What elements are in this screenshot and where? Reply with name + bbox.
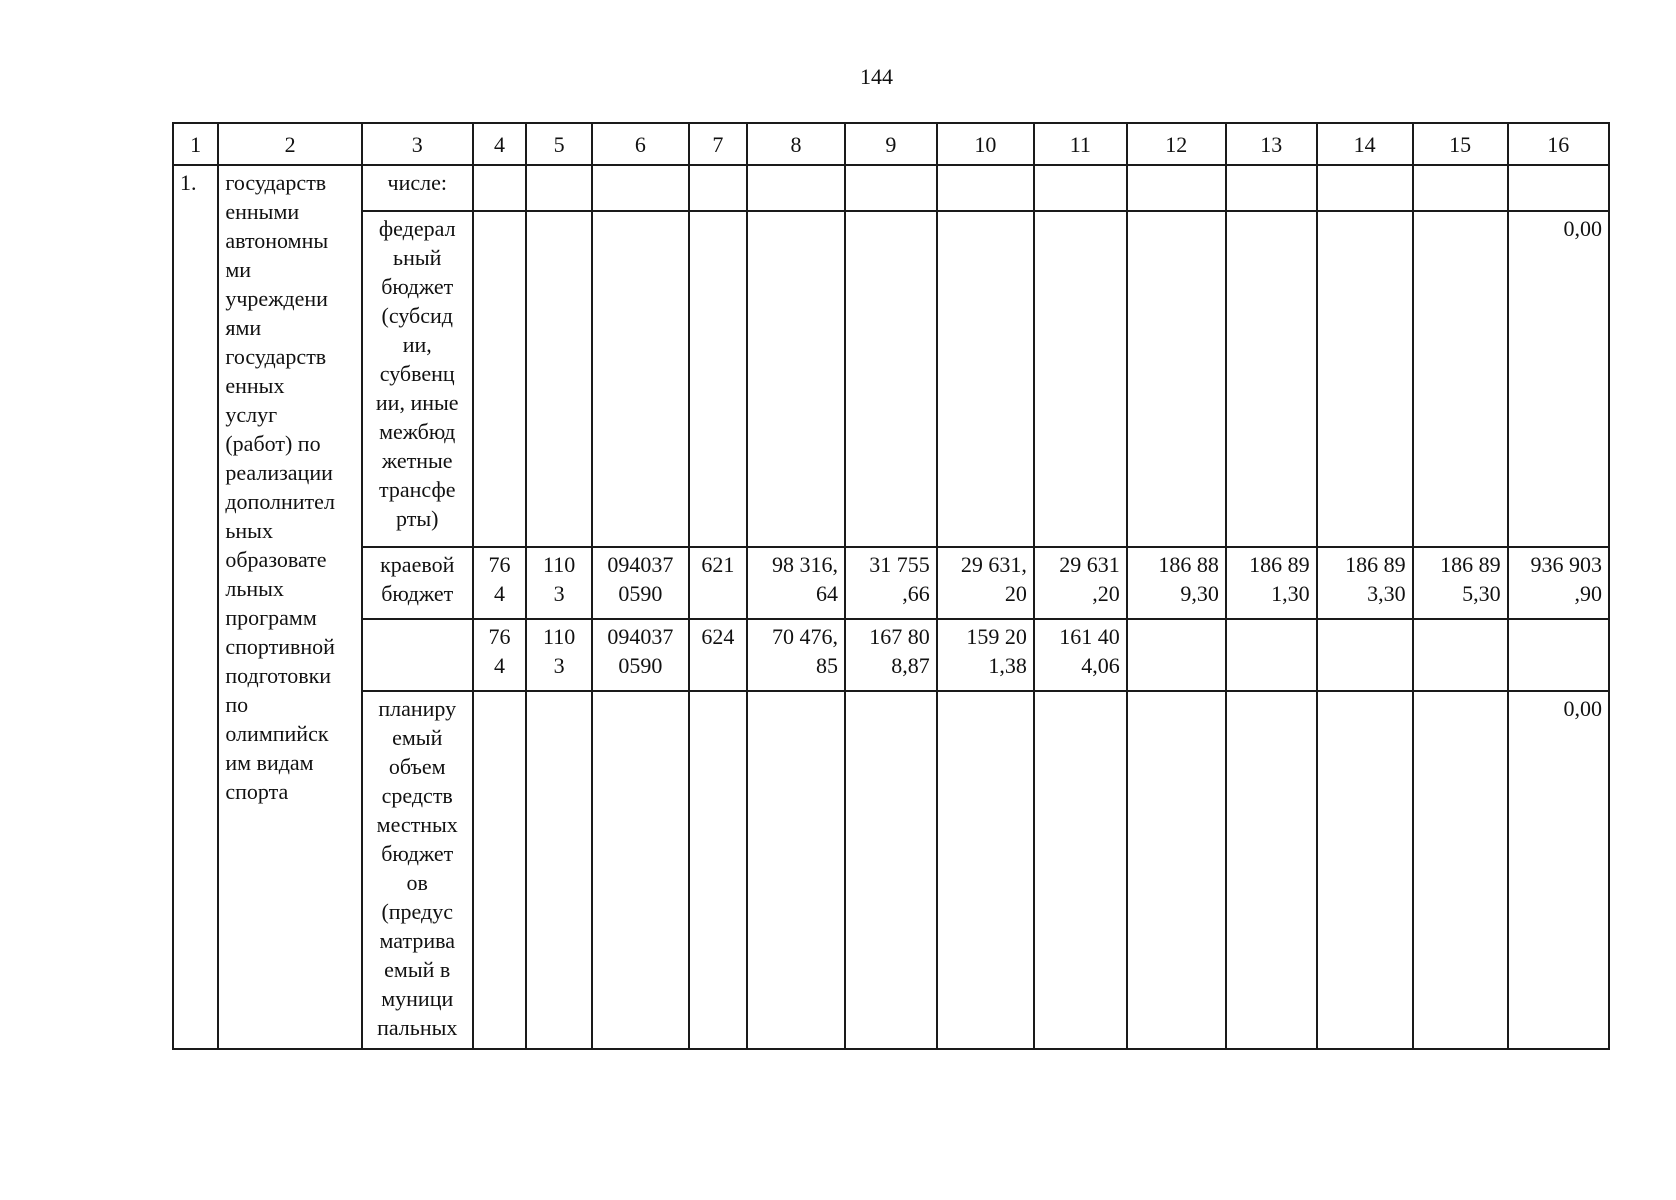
- table-cell: [592, 691, 689, 1049]
- table-cell: [1127, 211, 1226, 547]
- col-header: 10: [937, 123, 1034, 165]
- table-cell: [747, 211, 845, 547]
- budget-table: [172, 122, 1610, 1050]
- table-cell: [1317, 619, 1413, 691]
- col-header: 14: [1317, 123, 1413, 165]
- table-cell: [1226, 691, 1317, 1049]
- table-cell: [937, 165, 1034, 211]
- table-row: [173, 211, 1609, 547]
- row-description: государств енными автономны ми учреждени ями государств енных услуг (работ) по реализации дополнител ьных образовате льных программ спортивной подготовки по олимпийск им видам спорта: [218, 165, 361, 1049]
- table-cell: [592, 165, 689, 211]
- col-header: 9: [845, 123, 937, 165]
- table-cell: 167 80 8,87: [845, 619, 937, 691]
- col-header: 13: [1226, 123, 1317, 165]
- table-cell: [526, 211, 591, 547]
- table-cell: 094037 0590: [592, 619, 689, 691]
- table-cell: [1508, 619, 1609, 691]
- table-cell: 98 316, 64: [747, 547, 845, 619]
- table-cell: [845, 691, 937, 1049]
- col-header: 1: [173, 123, 218, 165]
- table-cell: [473, 165, 527, 211]
- row-number: 1.: [173, 165, 218, 1049]
- table-cell: [747, 691, 845, 1049]
- table-cell: [747, 165, 845, 211]
- table-cell: [937, 211, 1034, 547]
- table-cell: 159 20 1,38: [937, 619, 1034, 691]
- table-cell: 29 631 ,20: [1034, 547, 1127, 619]
- table-cell: [1034, 165, 1127, 211]
- source-label: [362, 619, 473, 691]
- source-label: планиру емый объем средств местных бюджет ов (предус матрива емый в муници пальных: [362, 691, 473, 1049]
- table-cell: 186 88 9,30: [1127, 547, 1226, 619]
- table-cell: [1413, 211, 1508, 547]
- table-cell: [1508, 165, 1609, 211]
- table-cell: [689, 211, 747, 547]
- col-header: 8: [747, 123, 845, 165]
- table-cell: 161 40 4,06: [1034, 619, 1127, 691]
- table-cell: 76 4: [473, 619, 527, 691]
- col-header: 6: [592, 123, 689, 165]
- table-cell: [1226, 211, 1317, 547]
- table-cell: 76 4: [473, 547, 527, 619]
- col-header: 3: [362, 123, 473, 165]
- col-header: 2: [218, 123, 361, 165]
- table-row: [173, 691, 1609, 1049]
- table-cell: 31 755 ,66: [845, 547, 937, 619]
- table-cell: [1317, 211, 1413, 547]
- table-cell: [1413, 619, 1508, 691]
- table-cell: 624: [689, 619, 747, 691]
- table-cell: 0,00: [1508, 691, 1609, 1049]
- table-cell: 110 3: [526, 547, 591, 619]
- table-cell: [1034, 691, 1127, 1049]
- table-cell: 110 3: [526, 619, 591, 691]
- table-cell: [1413, 165, 1508, 211]
- table-cell: 186 89 1,30: [1226, 547, 1317, 619]
- table-cell: [1226, 619, 1317, 691]
- table-cell: [937, 691, 1034, 1049]
- table-cell: [473, 211, 527, 547]
- table-cell: [592, 211, 689, 547]
- col-header: 15: [1413, 123, 1508, 165]
- source-label: числе:: [362, 165, 473, 211]
- table-cell: 29 631, 20: [937, 547, 1034, 619]
- table-cell: [845, 165, 937, 211]
- table-row: [173, 165, 1609, 211]
- table-cell: 186 89 3,30: [1317, 547, 1413, 619]
- table-row: [173, 547, 1609, 619]
- page-number: 144: [860, 64, 893, 89]
- col-header: 5: [526, 123, 591, 165]
- table-cell: 186 89 5,30: [1413, 547, 1508, 619]
- header-row: [173, 123, 1609, 165]
- table-cell: [1034, 211, 1127, 547]
- table-cell: 094037 0590: [592, 547, 689, 619]
- source-label: федерал ьный бюджет (субсид ии, субвенц ии, иные межбюд жетные трансфе рты): [362, 211, 473, 547]
- table-cell: [1226, 165, 1317, 211]
- table-cell: [526, 691, 591, 1049]
- table-cell: [1413, 691, 1508, 1049]
- table-cell: [1127, 691, 1226, 1049]
- col-header: 11: [1034, 123, 1127, 165]
- table-cell: 70 476, 85: [747, 619, 845, 691]
- col-header: 4: [473, 123, 527, 165]
- table-cell: [1317, 165, 1413, 211]
- table-cell: [1317, 691, 1413, 1049]
- table-cell: [689, 691, 747, 1049]
- table-cell: 621: [689, 547, 747, 619]
- table-cell: [1127, 165, 1226, 211]
- table-cell: [473, 691, 527, 1049]
- table-cell: [689, 165, 747, 211]
- col-header: 16: [1508, 123, 1609, 165]
- table-cell: [845, 211, 937, 547]
- table-cell: 936 903 ,90: [1508, 547, 1609, 619]
- table-cell: [1127, 619, 1226, 691]
- table-cell: [526, 165, 591, 211]
- col-header: 12: [1127, 123, 1226, 165]
- table-row: [173, 619, 1609, 691]
- col-header: 7: [689, 123, 747, 165]
- table-cell: 0,00: [1508, 211, 1609, 547]
- source-label: краевой бюджет: [362, 547, 473, 619]
